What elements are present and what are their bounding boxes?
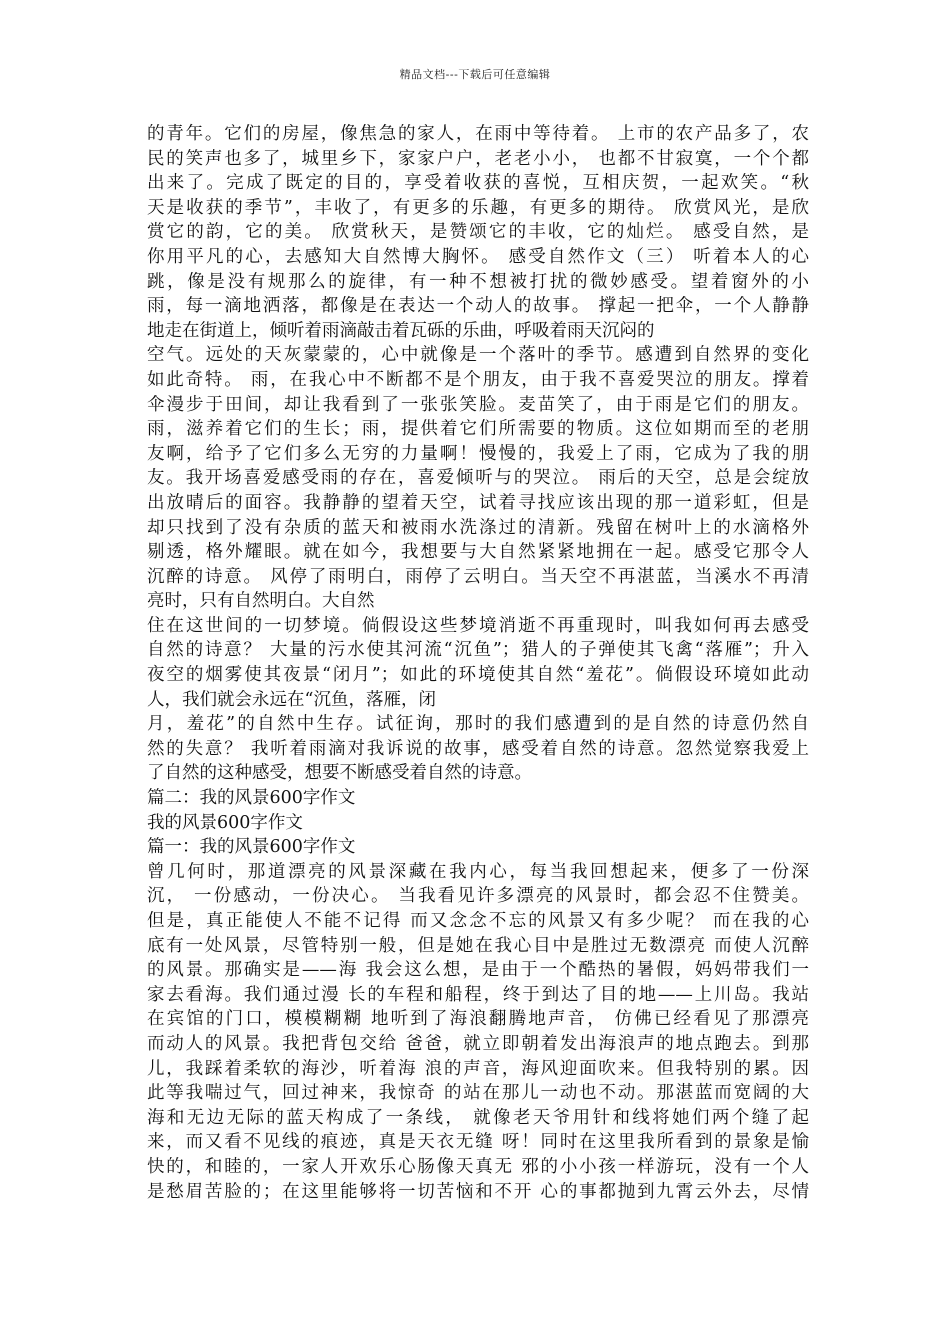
text-line: 地走在街道上，倾听着雨滴敲击着瓦砾的乐曲，呼吸着雨天沉闷的 xyxy=(147,320,655,341)
text-line: 自然的诗意？ 大量的污水使其河流“沉鱼”；猎人的子弹使其飞禽“落雁”；升入 xyxy=(147,640,809,661)
text-line: 空气。远处的天灰蒙蒙的，心中就像是一个落叶的季节。感遭到自然界的变化 xyxy=(147,345,809,366)
text-line: 的风景。那确实是——海 我会这么想，是由于一个酷热的暑假，妈妈带我们一 xyxy=(147,960,809,981)
text-line: 出来了。完成了既定的目的，享受着收获的喜悦，互相庆贺，一起欢笑。“秋 xyxy=(147,173,809,194)
text-line: 沉醉的诗意。 风停了雨明白，雨停了云明白。当天空不再湛蓝，当溪水不再清 xyxy=(147,566,809,587)
document-body xyxy=(147,122,809,1204)
text-line: 出放晴后的面容。我静静的望着天空，试着寻找应该出现的那一道彩虹，但是 xyxy=(147,492,809,513)
text-line: 跳，像是没有规那么的旋律，有一种不想被打扰的微妙感受。望着窗外的小 xyxy=(147,271,809,292)
text-line: 伞漫步于田间，却让我看到了一张张笑脸。麦苗笑了，由于雨是它们的朋友。 xyxy=(147,394,809,415)
text-line: 如此奇特。 雨，在我心中不断都不是个朋友，由于我不喜爱哭泣的朋友。撑着 xyxy=(147,369,809,390)
text-line: 然的失意？ 我听着雨滴对我诉说的故事，感受着自然的诗意。忽然觉察我爱上 xyxy=(147,738,809,759)
text-line: 海和无边无际的蓝天构成了一条线， 就像老天爷用针和线将她们两个缝了起 xyxy=(147,1107,809,1128)
text-line: 在宾馆的门口，模模糊糊 地听到了海浪翻腾地声音， 仿佛已经看见了那漂亮 xyxy=(147,1009,809,1030)
text-line: 你用平凡的心，去感知大自然博大胸怀。 感受自然作文（三） 听着本人的心 xyxy=(147,246,809,267)
text-line: 是愁眉苦脸的；在这里能够将一切苦恼和不开 心的事都抛到九霄云外去，尽情 xyxy=(147,1181,809,1202)
text-line: 沉， 一份感动，一份决心。 当我看见许多漂亮的风景时，都会忍不住赞美。 xyxy=(147,886,809,907)
text-line: 天是收获的季节”，丰收了，有更多的乐趣，有更多的期待。 欣赏风光，是欣 xyxy=(147,197,809,218)
text-line: 家去看海。我们通过漫 长的车程和船程，终于到达了目的地——上川岛。我站 xyxy=(147,984,809,1005)
text-line: 月，羞花”的自然中生存。试征询，那时的我们感遭到的是自然的诗意仍然自 xyxy=(147,714,809,735)
page-header: 精品文档---下载后可任意编辑 xyxy=(399,68,551,81)
text-line: 人，我们就会永远在“沉鱼，落雁，闭 xyxy=(147,689,436,710)
text-line: 友啊，给予了它们多么无穷的力量啊！慢慢的，我爱上了雨，它成为了我的朋 xyxy=(147,443,809,464)
text-line: 来，而又看不见线的痕迹，真是天衣无缝 呀！同时在这里我所看到的景象是愉 xyxy=(147,1132,809,1153)
text-line: 住在这世间的一切梦境。倘假设这些梦境消逝不再重现时，叫我如何再去感受 xyxy=(147,615,809,636)
text-line: 篇一：我的风景600字作文 xyxy=(147,837,356,858)
text-line: 篇二：我的风景600字作文 xyxy=(147,788,356,809)
text-line: 快的，和睦的，一家人开欢乐心肠像天真无 邪的小小孩一样游玩，没有一个人 xyxy=(147,1156,809,1177)
text-line: 民的笑声也多了，城里乡下，家家户户，老老小小， 也都不甘寂寞，一个个都 xyxy=(147,148,809,169)
text-line: 此等我喘过气，回过神来，我惊奇 的站在那儿一动也不动。那湛蓝而宽阔的大 xyxy=(147,1083,809,1104)
text-line: 我的风景600字作文 xyxy=(147,812,303,833)
text-line: 剔透，格外耀眼。就在如今，我想要与大自然紧紧地拥在一起。感受它那令人 xyxy=(147,542,809,563)
text-line: 但是，真正能使人不能不记得 而又念念不忘的风景又有多少呢？ 而在我的心 xyxy=(147,911,809,931)
text-line: 的青年。它们的房屋，像焦急的家人，在雨中等待着。 上市的农产品多了，农 xyxy=(147,124,809,144)
text-line: 却只找到了没有杂质的蓝天和被雨水洗涤过的清新。残留在树叶上的水滴格外 xyxy=(147,517,809,538)
text-line: 亮时，只有自然明白。大自然 xyxy=(147,591,375,612)
text-line: 雨，每一滴地洒落，都像是在表达一个动人的故事。 撑起一把伞，一个人静静 xyxy=(147,296,809,317)
text-line: 了自然的这种感受，想要不断感受着自然的诗意。 xyxy=(147,763,532,784)
text-line: 夜空的烟雾使其夜景“闭月”；如此的环境使其自然“羞花”。倘假设环境如此动 xyxy=(147,665,809,686)
text-line: 友。我开场喜爱感受雨的存在，喜爱倾听与的哭泣。 雨后的天空，总是会绽放 xyxy=(147,468,809,489)
text-line: 赏它的韵，它的美。 欣赏秋天，是赞颂它的丰收，它的灿烂。 感受自然，是 xyxy=(147,222,809,243)
text-line: 儿，我踩着柔软的海沙，听着海 浪的声音，海风迎面吹来。但我特别的累。因 xyxy=(147,1058,809,1079)
text-line: 曾几何时，那道漂亮的风景深藏在我内心，每当我回想起来，便多了一份深 xyxy=(147,861,809,882)
text-line: 而动人的风景。我把背包交给 爸爸，就立即朝着发出海浪声的地点跑去。到那 xyxy=(147,1033,809,1054)
text-line: 底有一处风景，尽管特别一般，但是她在我心目中是胜过无数漂亮 而使人沉醉 xyxy=(147,935,809,956)
text-line: 雨，滋养着它们的生长；雨，提供着它们所需要的物质。这位如期而至的老朋 xyxy=(147,419,809,440)
